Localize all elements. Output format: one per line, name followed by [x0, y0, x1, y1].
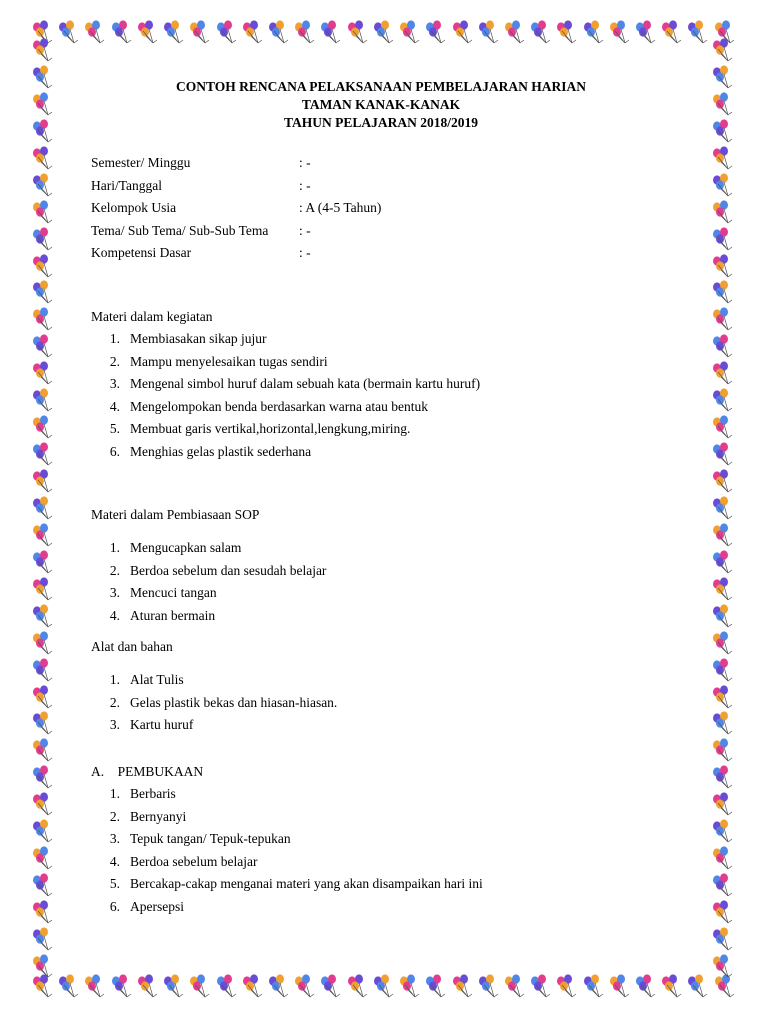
- item-text: Kartu huruf: [130, 717, 194, 732]
- balloon-bunch-icon: [30, 388, 56, 414]
- balloon-bunch-icon: [710, 415, 736, 441]
- balloon-bunch-icon: [710, 92, 736, 118]
- balloon-bunch-icon: [476, 20, 502, 46]
- list-item: [91, 560, 326, 583]
- page-border-top: [30, 18, 738, 48]
- item-number: 5.: [109, 421, 120, 436]
- balloon-bunch-icon: [659, 974, 685, 1000]
- info-label: Kelompok Usia: [91, 200, 177, 215]
- info-label: Hari/Tanggal: [91, 177, 163, 193]
- balloon-bunch-icon: [266, 20, 292, 46]
- list-item: [91, 692, 337, 715]
- balloon-bunch-icon: [135, 20, 161, 46]
- balloon-bunch-icon: [710, 280, 736, 306]
- item-text: Menghias gelas plastik sederhana: [130, 443, 312, 459]
- balloon-bunch-icon: [710, 792, 736, 818]
- info-label: Semester/ Minggu: [91, 155, 191, 170]
- list-item: [91, 373, 480, 396]
- item-text: Mengelompokan benda berdasarkan warna atau bentuk: [130, 398, 429, 414]
- balloon-bunch-icon: [318, 974, 344, 1000]
- item-text: Berdoa sebelum belajar: [130, 853, 258, 869]
- balloon-bunch-icon: [710, 738, 736, 764]
- balloon-bunch-icon: [30, 469, 56, 495]
- balloon-bunch-icon: [30, 254, 56, 280]
- balloon-bunch-icon: [30, 334, 56, 360]
- balloon-bunch-icon: [528, 20, 554, 46]
- title-line-1: CONTOH RENCANA PELAKSANAAN PEMBELAJARAN HARIAN: [175, 79, 587, 94]
- balloon-bunch-icon: [345, 20, 371, 46]
- balloon-bunch-icon: [30, 900, 56, 926]
- info-row: [91, 175, 691, 198]
- item-number: 4.: [109, 398, 120, 414]
- balloon-bunch-icon: [30, 927, 56, 953]
- balloon-bunch-icon: [30, 442, 56, 468]
- balloon-bunch-icon: [476, 974, 502, 1000]
- balloon-bunch-icon: [187, 974, 213, 1000]
- title-line-2: TAMAN KANAK-KANAK: [301, 97, 461, 112]
- balloon-bunch-icon: [161, 974, 187, 1000]
- balloon-bunch-icon: [710, 173, 736, 199]
- page-border-bottom: [30, 972, 738, 1002]
- balloon-bunch-icon: [710, 227, 736, 253]
- item-number: 2.: [109, 694, 120, 710]
- info-label: Kompetensi Dasar: [91, 245, 192, 260]
- info-row: [91, 220, 691, 243]
- balloon-bunch-icon: [710, 334, 736, 360]
- balloon-bunch-icon: [397, 974, 423, 1000]
- list-item: [91, 418, 480, 441]
- info-label: Tema/ Sub Tema/ Sub-Sub Tema: [91, 222, 269, 238]
- list-item: [91, 396, 480, 419]
- balloon-bunch-icon: [710, 765, 736, 791]
- item-text: Gelas plastik bekas dan hiasan-hiasan.: [130, 694, 338, 710]
- balloon-bunch-icon: [30, 173, 56, 199]
- item-text: Tepuk tangan/ Tepuk-tepukan: [130, 831, 291, 846]
- list-item: [91, 605, 326, 628]
- balloon-bunch-icon: [30, 792, 56, 818]
- balloon-bunch-icon: [710, 442, 736, 468]
- item-number: 1.: [109, 540, 120, 555]
- section-pembukaan: [91, 761, 483, 918]
- page-border-right: [708, 38, 738, 980]
- item-number: 3.: [109, 585, 120, 600]
- info-value: : -: [299, 155, 311, 170]
- balloon-bunch-icon: [710, 38, 736, 64]
- item-number: 1.: [109, 672, 120, 687]
- list-item: [91, 783, 483, 806]
- balloon-bunch-icon: [30, 954, 56, 980]
- item-text: Mampu menyelesaikan tugas sendiri: [130, 353, 328, 369]
- balloon-bunch-icon: [710, 496, 736, 522]
- balloon-bunch-icon: [710, 954, 736, 980]
- balloon-bunch-icon: [30, 146, 56, 172]
- balloon-bunch-icon: [607, 974, 633, 1000]
- balloon-bunch-icon: [633, 20, 659, 46]
- balloon-bunch-icon: [607, 20, 633, 46]
- balloon-bunch-icon: [30, 846, 56, 872]
- balloon-bunch-icon: [30, 711, 56, 737]
- info-value: : -: [299, 245, 311, 260]
- list-item: [91, 582, 326, 605]
- list-item: [91, 896, 483, 919]
- balloon-bunch-icon: [30, 280, 56, 306]
- balloon-bunch-icon: [30, 415, 56, 441]
- list-item: [91, 714, 337, 737]
- item-number: 2.: [109, 353, 120, 369]
- item-number: 3.: [109, 831, 120, 846]
- alat-bahan-list: [91, 669, 337, 737]
- balloon-bunch-icon: [30, 523, 56, 549]
- balloon-bunch-icon: [710, 927, 736, 953]
- list-item: [91, 669, 337, 692]
- title-line-3: TAHUN PELAJARAN 2018/2019: [283, 115, 478, 130]
- balloon-bunch-icon: [30, 119, 56, 145]
- balloon-bunch-icon: [82, 20, 108, 46]
- balloon-bunch-icon: [710, 550, 736, 576]
- balloon-bunch-icon: [30, 307, 56, 333]
- balloon-bunch-icon: [710, 523, 736, 549]
- item-number: 6.: [109, 898, 120, 914]
- section-title: Alat dan bahan: [91, 639, 173, 654]
- info-row: [91, 242, 691, 265]
- document-page: [91, 78, 691, 914]
- balloon-bunch-icon: [109, 20, 135, 46]
- balloon-bunch-icon: [30, 38, 56, 64]
- balloon-bunch-icon: [292, 974, 318, 1000]
- balloon-bunch-icon: [318, 20, 344, 46]
- item-text: Bercakap-cakap menganai materi yang akan disampaikan hari ini: [130, 876, 483, 891]
- balloon-bunch-icon: [30, 496, 56, 522]
- item-text: Berdoa sebelum dan sesudah belajar: [130, 562, 327, 578]
- section-title: Materi dalam Pembiasaan SOP: [91, 507, 260, 522]
- balloon-bunch-icon: [710, 900, 736, 926]
- section-title: PEMBUKAAN: [117, 764, 204, 779]
- balloon-bunch-icon: [56, 20, 82, 46]
- item-number: 3.: [109, 376, 120, 391]
- balloon-bunch-icon: [30, 738, 56, 764]
- list-item: [91, 328, 480, 351]
- info-value: : -: [299, 222, 311, 238]
- section-letter: A.: [91, 764, 105, 779]
- item-text: Mengucapkan salam: [130, 540, 242, 555]
- list-item: [91, 806, 483, 829]
- item-number: 4.: [109, 853, 120, 869]
- balloon-bunch-icon: [187, 20, 213, 46]
- item-text: Bernyanyi: [130, 808, 187, 824]
- balloon-bunch-icon: [214, 20, 240, 46]
- list-item: [91, 441, 480, 464]
- balloon-bunch-icon: [710, 361, 736, 387]
- balloon-bunch-icon: [502, 20, 528, 46]
- balloon-bunch-icon: [30, 765, 56, 791]
- balloon-bunch-icon: [423, 974, 449, 1000]
- balloon-bunch-icon: [30, 227, 56, 253]
- balloon-bunch-icon: [266, 974, 292, 1000]
- balloon-bunch-icon: [710, 254, 736, 280]
- balloon-bunch-icon: [554, 20, 580, 46]
- materi-sop-list: [91, 537, 326, 627]
- balloon-bunch-icon: [710, 388, 736, 414]
- balloon-bunch-icon: [292, 20, 318, 46]
- balloon-bunch-icon: [710, 307, 736, 333]
- materi-kegiatan-list: [91, 328, 480, 463]
- item-number: 1.: [109, 331, 120, 346]
- list-item: [91, 351, 480, 374]
- document-title: [71, 78, 691, 132]
- balloon-bunch-icon: [710, 119, 736, 145]
- balloon-bunch-icon: [30, 550, 56, 576]
- item-number: 5.: [109, 876, 120, 891]
- balloon-bunch-icon: [659, 20, 685, 46]
- balloon-bunch-icon: [109, 974, 135, 1000]
- list-item: [91, 537, 326, 560]
- balloon-bunch-icon: [240, 20, 266, 46]
- balloon-bunch-icon: [240, 974, 266, 1000]
- balloon-bunch-icon: [450, 20, 476, 46]
- balloon-bunch-icon: [30, 65, 56, 91]
- balloon-bunch-icon: [82, 974, 108, 1000]
- section-title: Materi dalam kegiatan: [91, 309, 213, 324]
- section-materi-sop: [91, 504, 326, 627]
- balloon-bunch-icon: [214, 974, 240, 1000]
- info-value: : A (4-5 Tahun): [299, 200, 382, 215]
- balloon-bunch-icon: [30, 819, 56, 845]
- item-text: Mencuci tangan: [130, 585, 217, 600]
- balloon-bunch-icon: [30, 631, 56, 657]
- item-text: Mengenal simbol huruf dalam sebuah kata (bermain kartu huruf): [130, 376, 481, 391]
- balloon-bunch-icon: [30, 873, 56, 899]
- balloon-bunch-icon: [345, 974, 371, 1000]
- balloon-bunch-icon: [30, 200, 56, 226]
- balloon-bunch-icon: [528, 974, 554, 1000]
- info-value: : -: [299, 177, 311, 193]
- balloon-bunch-icon: [710, 873, 736, 899]
- balloon-bunch-icon: [371, 974, 397, 1000]
- balloon-bunch-icon: [581, 20, 607, 46]
- balloon-bunch-icon: [135, 974, 161, 1000]
- balloon-bunch-icon: [710, 685, 736, 711]
- item-text: Aturan bermain: [130, 607, 216, 623]
- balloon-bunch-icon: [633, 974, 659, 1000]
- balloon-bunch-icon: [554, 974, 580, 1000]
- balloon-bunch-icon: [710, 200, 736, 226]
- item-number: 1.: [109, 786, 120, 801]
- balloon-bunch-icon: [710, 631, 736, 657]
- balloon-bunch-icon: [710, 469, 736, 495]
- balloon-bunch-icon: [710, 65, 736, 91]
- balloon-bunch-icon: [502, 974, 528, 1000]
- balloon-bunch-icon: [161, 20, 187, 46]
- item-number: 3.: [109, 717, 120, 732]
- pembukaan-list: [91, 783, 483, 918]
- balloon-bunch-icon: [30, 658, 56, 684]
- item-text: Membiasakan sikap jujur: [130, 331, 267, 346]
- item-text: Berbaris: [130, 786, 176, 801]
- section-alat-bahan: [91, 636, 337, 737]
- balloon-bunch-icon: [423, 20, 449, 46]
- info-row: [91, 152, 691, 175]
- balloon-bunch-icon: [30, 577, 56, 603]
- balloon-bunch-icon: [710, 577, 736, 603]
- balloon-bunch-icon: [30, 361, 56, 387]
- balloon-bunch-icon: [30, 92, 56, 118]
- section-materi-kegiatan: [91, 306, 480, 463]
- balloon-bunch-icon: [581, 974, 607, 1000]
- balloon-bunch-icon: [710, 146, 736, 172]
- item-number: 4.: [109, 607, 120, 623]
- balloon-bunch-icon: [371, 20, 397, 46]
- list-item: [91, 873, 483, 896]
- list-item: [91, 828, 483, 851]
- balloon-bunch-icon: [450, 974, 476, 1000]
- item-text: Apersepsi: [130, 898, 184, 914]
- item-number: 2.: [109, 808, 120, 824]
- item-text: Alat Tulis: [130, 672, 184, 687]
- balloon-bunch-icon: [710, 819, 736, 845]
- balloon-bunch-icon: [56, 974, 82, 1000]
- balloon-bunch-icon: [397, 20, 423, 46]
- balloon-bunch-icon: [710, 604, 736, 630]
- page-border-left: [28, 38, 58, 980]
- balloon-bunch-icon: [710, 846, 736, 872]
- item-text: Membuat garis vertikal,horizontal,lengkung,miring.: [130, 421, 411, 436]
- balloon-bunch-icon: [710, 711, 736, 737]
- balloon-bunch-icon: [30, 685, 56, 711]
- section-heading: [91, 761, 483, 783]
- item-number: 2.: [109, 562, 120, 578]
- balloon-bunch-icon: [710, 658, 736, 684]
- item-number: 6.: [109, 443, 120, 459]
- info-row: [91, 197, 691, 220]
- info-table: [91, 152, 691, 265]
- balloon-bunch-icon: [30, 604, 56, 630]
- list-item: [91, 851, 483, 874]
